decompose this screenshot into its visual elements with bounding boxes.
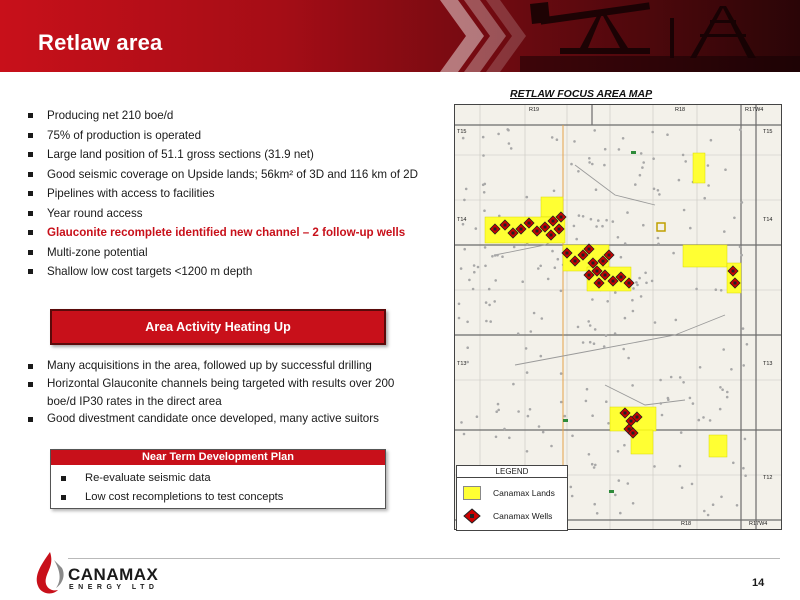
offset-well-dot (632, 502, 635, 505)
offset-well-dot (634, 183, 637, 186)
offset-well-dot (726, 396, 729, 399)
legend-lands-label: Canamax Lands (493, 488, 555, 498)
page-number: 14 (752, 577, 765, 589)
offset-well-dot (617, 450, 620, 453)
offset-well-dot (723, 230, 726, 233)
offset-well-dot (537, 267, 540, 270)
range-label-top-1: R19 (529, 107, 540, 113)
offset-well-dot (744, 474, 747, 477)
offset-well-dot (582, 341, 585, 344)
offset-well-dot (591, 463, 594, 466)
offset-well-dot (644, 272, 647, 275)
activity-callout (50, 309, 386, 345)
offset-well-dot (591, 298, 594, 301)
offset-well-dot (473, 271, 476, 274)
offset-well-dot (739, 128, 742, 131)
page-title: Retlaw area (38, 30, 163, 55)
list-item: Producing net 210 boe/d (28, 106, 448, 126)
range-label-top-2: R18 (675, 107, 686, 113)
offset-well-dot (488, 288, 491, 291)
offset-well-dot (508, 437, 511, 440)
list-item: Re-evaluate seismic data (59, 469, 385, 488)
offset-well-dot (699, 366, 702, 369)
logo-wordmark: CANAMAX (68, 565, 159, 584)
offset-well-dot (525, 347, 528, 350)
offset-well-dot (681, 486, 684, 489)
offset-well-dot (626, 211, 629, 214)
logo-subtitle: ENERGY LTD (69, 584, 159, 591)
offset-well-dot (684, 160, 687, 163)
offset-well-dot (667, 397, 670, 400)
offset-well-dot (703, 197, 706, 200)
list-item: Many acquisitions in the area, followed up by successful drilling (28, 357, 423, 375)
offset-well-dot (672, 252, 675, 255)
offset-well-dot (589, 341, 592, 344)
offset-well-dot (605, 400, 608, 403)
offset-well-dot (482, 136, 485, 139)
offset-well-dot (540, 355, 543, 358)
offset-well-dot (530, 330, 533, 333)
offset-well-dot (635, 281, 638, 284)
offset-well-dot (736, 504, 739, 507)
offset-well-dot (605, 219, 608, 222)
offset-well-dot (605, 334, 608, 337)
offset-well-dot (746, 343, 749, 346)
offset-well-dot (593, 129, 596, 132)
offset-well-dot (597, 219, 600, 222)
offset-well-dot (679, 376, 682, 379)
offset-well-dot (570, 486, 573, 489)
offset-well-dot (496, 254, 499, 257)
offset-well-dot (614, 494, 617, 497)
offset-well-dot (485, 301, 488, 304)
offset-well-dot (642, 161, 645, 164)
range-label-top-3: R17W4 (745, 107, 764, 113)
offset-well-dot (624, 242, 627, 245)
offset-well-dot (744, 438, 747, 441)
offset-well-dot (740, 254, 743, 257)
offset-well-dot (614, 291, 617, 294)
pumpjack-silhouette (520, 0, 800, 72)
offset-well-dot (653, 188, 656, 191)
list-item: Good seismic coverage on Upside lands; 56km² of 3D and 116 km of 2D (28, 165, 448, 185)
offset-well-dot (458, 317, 461, 320)
offset-well-dot (466, 346, 469, 349)
offset-well-dot (507, 129, 510, 132)
canamax-flame-logo-icon (30, 548, 70, 598)
offset-well-dot (707, 184, 710, 187)
offset-well-dot (614, 332, 617, 335)
offset-well-dot (475, 227, 478, 230)
offset-well-dot (526, 196, 529, 199)
offset-well-dot (657, 189, 660, 192)
offset-well-dot (547, 278, 550, 281)
offset-well-dot (623, 444, 626, 447)
offset-well-dot (712, 503, 715, 506)
offset-well-dot (466, 321, 469, 324)
offset-well-dot (588, 161, 591, 164)
list-item: Pipelines with access to facilities (28, 184, 448, 204)
list-item: Low cost recompletions to test concepts (59, 488, 385, 507)
offset-well-dot (604, 148, 607, 151)
offset-well-dot (710, 139, 713, 142)
offset-well-dot (571, 435, 574, 438)
offset-well-dot (571, 495, 574, 498)
legend-title: LEGEND (457, 466, 567, 478)
offset-well-dot (721, 388, 724, 391)
offset-well-dot (501, 255, 504, 258)
offset-well-dot (730, 368, 733, 371)
offset-well-dot (695, 288, 698, 291)
offset-well-dot (707, 514, 710, 517)
offset-well-dot (503, 428, 506, 431)
offset-well-dot (659, 379, 662, 382)
offset-well-dot (591, 163, 594, 166)
offset-well-dot (463, 248, 466, 251)
offset-well-dot (588, 157, 591, 160)
offset-well-dot (595, 188, 598, 191)
offset-well-dot (560, 372, 563, 375)
offset-well-dot (741, 201, 744, 204)
offset-well-dot (640, 295, 643, 298)
offset-well-dot (542, 431, 545, 434)
offset-well-dot (472, 288, 475, 291)
offset-well-dot (680, 431, 683, 434)
offset-well-dot (591, 414, 594, 417)
offset-well-dot (577, 326, 580, 329)
offset-well-dot (462, 137, 465, 140)
offset-well-dot (491, 255, 494, 258)
offset-well-dot (607, 422, 610, 425)
footer-divider (68, 558, 780, 559)
offset-well-dot (577, 170, 580, 173)
chevron-decoration (440, 0, 530, 72)
offset-well-dot (462, 223, 465, 226)
offset-well-dot (465, 188, 468, 191)
offset-well-dot (666, 133, 669, 136)
township-label-left-2: T14 (457, 217, 467, 223)
list-item: Year round access (28, 204, 448, 224)
offset-well-dot (645, 282, 648, 285)
township-label-right-4: T12 (763, 475, 773, 481)
offset-well-dot (510, 147, 513, 150)
offset-well-dot (483, 191, 486, 194)
offset-well-dot (617, 236, 620, 239)
offset-well-dot (724, 168, 727, 171)
offset-well-dot (651, 280, 654, 283)
offset-well-dot (575, 238, 578, 241)
offset-well-dot (538, 425, 541, 428)
offset-well-dot (596, 512, 599, 515)
offset-well-dot (517, 332, 520, 335)
offset-well-dot (484, 265, 487, 268)
offset-well-dot (654, 321, 657, 324)
development-plan-list (51, 465, 385, 507)
offset-well-dot (573, 225, 576, 228)
offset-well-dot (473, 264, 476, 267)
legend-wells (463, 508, 552, 524)
offset-well-dot (551, 250, 554, 253)
offset-well-dot (683, 209, 686, 212)
offset-well-dot (670, 376, 673, 379)
offset-well-dot (570, 163, 573, 166)
township-label-left-1: T15 (457, 129, 467, 135)
offset-well-dot (553, 190, 556, 193)
offset-well-dot (587, 320, 590, 323)
list-item: 75% of production is operated (28, 126, 448, 146)
offset-well-dot (594, 464, 597, 467)
offset-well-dot (627, 357, 630, 360)
key-facts-list (28, 106, 448, 282)
offset-well-dot (560, 290, 563, 293)
offset-well-dot (582, 215, 585, 218)
offset-well-dot (631, 299, 634, 302)
offset-well-dot (497, 133, 500, 136)
offset-well-dot (742, 467, 745, 470)
offset-well-dot (632, 287, 635, 290)
offset-well-dot (550, 445, 553, 448)
offset-well-dot (657, 237, 660, 240)
offset-well-dot (689, 227, 692, 230)
list-item: Large land position of 51.1 gross sections (31.9 net) (28, 145, 448, 165)
offset-well-dot (715, 288, 718, 291)
list-item-highlight: Glauconite recomplete identified new channel – 2 follow-up wells (28, 223, 448, 243)
offset-well-dot (588, 453, 591, 456)
offset-well-dot (590, 218, 593, 221)
offset-well-dot (556, 138, 559, 141)
offset-well-dot (675, 319, 678, 322)
offset-well-dot (622, 348, 625, 351)
offset-well-dot (732, 462, 735, 465)
offset-well-dot (476, 415, 479, 418)
offset-well-dot (521, 280, 524, 283)
offset-well-dot (612, 220, 615, 223)
offset-well-dot (589, 324, 592, 327)
offset-well-dot (564, 415, 567, 418)
offset-well-dot (526, 450, 529, 453)
offset-well-dot (494, 279, 497, 282)
offset-well-dot (698, 419, 701, 422)
offset-well-dot (554, 266, 557, 269)
development-plan-title: Near Term Development Plan (51, 450, 385, 465)
offset-well-dot (640, 152, 643, 155)
offset-well-dot (603, 345, 606, 348)
well-diamond-icon (463, 508, 481, 524)
range-label-bottom-2: R17W4 (749, 521, 768, 527)
offset-well-dot (527, 415, 530, 418)
list-item: Horizontal Glauconite channels being targeted with results over 200 boe/d IP30 rates in the direct area (28, 375, 423, 411)
offset-well-dot (642, 224, 645, 227)
offset-well-dot (679, 465, 682, 468)
offset-well-dot (541, 317, 544, 320)
offset-well-dot (497, 403, 500, 406)
offset-well-dot (660, 402, 663, 405)
offset-well-dot (485, 320, 488, 323)
offset-well-dot (618, 479, 621, 482)
offset-well-dot (593, 466, 596, 469)
offset-well-dot (557, 258, 560, 261)
offset-well-dot (720, 289, 723, 292)
offset-well-dot (689, 397, 692, 400)
offset-well-dot (652, 157, 655, 160)
offset-well-dot (494, 254, 497, 257)
offset-well-dot (573, 140, 576, 143)
offset-well-dot (703, 510, 706, 513)
offset-well-dot (722, 348, 725, 351)
offset-well-dot (460, 421, 463, 424)
offset-well-dot (593, 503, 596, 506)
offset-well-dot (638, 277, 641, 280)
offset-well-dot (593, 342, 596, 345)
township-label-right-2: T14 (763, 217, 773, 223)
offset-well-dot (493, 300, 496, 303)
offset-well-dot (477, 266, 480, 269)
development-plan-box (50, 449, 386, 509)
offset-well-dot (619, 512, 622, 515)
township-label-left-3: T13 (457, 361, 467, 367)
offset-well-dot (622, 137, 625, 140)
offset-well-dot (641, 166, 644, 169)
offset-well-dot (606, 300, 609, 303)
offset-well-dot (513, 246, 516, 249)
offset-well-dot (460, 267, 463, 270)
offset-well-dot (551, 136, 554, 139)
offset-well-dot (733, 217, 736, 220)
township-label-right-1: T15 (763, 129, 773, 135)
list-item: Multi-zone potential (28, 243, 448, 263)
header-banner (0, 0, 800, 72)
offset-well-dot (639, 174, 642, 177)
map-legend (456, 465, 568, 531)
offset-well-dot (691, 483, 694, 486)
offset-well-dot (458, 303, 461, 306)
range-label-bottom-1: R18 (681, 521, 692, 527)
offset-well-dot (719, 386, 722, 389)
offset-well-dot (466, 361, 469, 364)
offset-well-dot (658, 193, 661, 196)
offset-well-dot (742, 364, 745, 367)
offset-well-dot (488, 304, 491, 307)
activity-list (28, 357, 423, 428)
offset-well-dot (594, 328, 597, 331)
offset-well-dot (653, 465, 656, 468)
offset-well-dot (463, 199, 466, 202)
offset-well-dot (632, 310, 635, 313)
offset-well-dot (586, 388, 589, 391)
offset-well-dot (539, 265, 542, 268)
offset-well-dot (720, 496, 723, 499)
legend-wells-label: Canamax Wells (493, 511, 553, 521)
offset-well-dot (719, 408, 722, 411)
offset-well-dot (682, 154, 685, 157)
offset-well-dot (517, 410, 520, 413)
offset-well-dot (526, 371, 529, 374)
offset-well-dot (682, 381, 685, 384)
offset-well-dot (463, 433, 466, 436)
offset-well-dot (726, 391, 729, 394)
offset-well-dot (533, 312, 536, 315)
offset-well-dot (620, 256, 623, 259)
offset-well-dot (489, 320, 492, 323)
offset-well-dot (585, 400, 588, 403)
offset-well-dot (651, 131, 654, 134)
offset-well-dot (560, 401, 563, 404)
legend-lands (463, 486, 555, 500)
offset-well-dot (508, 142, 511, 145)
offset-well-dot (482, 184, 485, 187)
offset-well-dot (657, 243, 660, 246)
offset-well-dot (512, 383, 515, 386)
offset-well-dot (468, 279, 471, 282)
activity-label: Area Activity Heating Up (145, 320, 291, 334)
offset-well-dot (484, 246, 487, 249)
offset-well-dot (702, 416, 705, 419)
offset-well-dot (497, 409, 500, 412)
offset-well-dot (529, 408, 532, 411)
offset-well-dot (495, 436, 498, 439)
offset-well-dot (618, 148, 621, 151)
offset-well-dot (692, 402, 695, 405)
offset-well-dot (661, 414, 664, 417)
lands-swatch-icon (463, 486, 481, 500)
list-item: Shallow low cost targets <1200 m depth (28, 262, 448, 282)
offset-well-dot (624, 317, 627, 320)
offset-well-dot (595, 225, 598, 228)
offset-well-dot (627, 482, 630, 485)
offset-well-dot (482, 154, 485, 157)
list-item: Good divestment candidate once developed, many active suitors (28, 410, 423, 428)
offset-well-dot (636, 284, 639, 287)
offset-well-dot (603, 164, 606, 167)
offset-well-dot (578, 214, 581, 217)
map-title: RETLAW FOCUS AREA MAP (510, 88, 653, 100)
offset-well-dot (678, 179, 681, 182)
offset-well-dot (742, 327, 745, 330)
offset-well-dot (739, 246, 742, 249)
offset-well-dot (601, 225, 604, 228)
offset-well-dot (495, 410, 498, 413)
township-label-right-3: T13 (763, 361, 773, 367)
offset-well-dot (631, 384, 634, 387)
offset-well-dot (483, 209, 486, 212)
offset-well-dot (707, 164, 710, 167)
offset-well-dot (709, 419, 712, 422)
